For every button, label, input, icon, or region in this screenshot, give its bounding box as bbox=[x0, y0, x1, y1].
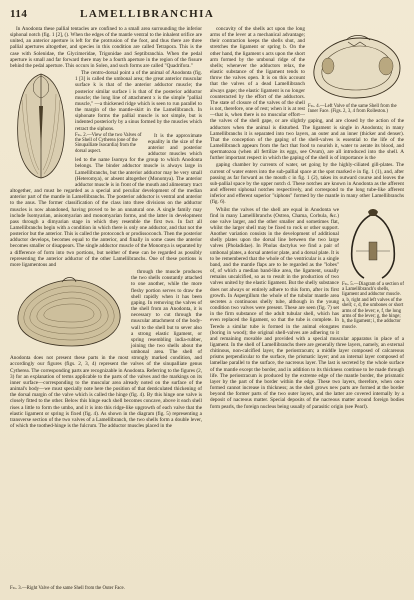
figure-2-caption-text: —View of the two Valves of the Shell of Cytherea (one of the Sinupalliate Isocardia) from the dorsal aspect. bbox=[75, 132, 142, 154]
figure-4-caption-text: —Left Valve of the same Shell from the Inner Face. (Figs. 2, 3, 4 from Rolleston.) bbox=[308, 104, 397, 115]
paragraph: concavity of the shells act upon the long arms of the lever at a mechanical advantage; their contraction keeps the shells shut, and stretches the ligament or spring b. On the other hand, the ligament s acts upon the short arm formed by the umbonal ridge of the shells; whenever the adductors relax, the elastic substance of the ligament tends to throw the valves open. It is on this account that the valves of a dead Lamellibranch always gape; the elastic ligament is no longer counteracted by the effort of the adductors. The state of closure of the valves of the shell is not, therefore, one of rest; when it is at rest—that is, when there is no muscular effort—the valves of the shell gape, or are slightly gaping, and are closed by the action of the adductors when the animal is disturbed. The ligament is single in Anodonta; in many Lamellibranchs it is separated into two layers, an outer and an inner (thicker and denser). That the conception of the gaping of the shell-valves is essential to the life of the Lamellibranch appears from the fact that food to nourish it, water to aerate its blood, and spermatozoa (when all fertilize its eggs, see Ovum), are all introduced into the shell. A further important respect in which the gaping of the shell is of importance is the bbox=[210, 26, 404, 162]
page-number: 114 bbox=[10, 8, 28, 20]
figure-5-caption bbox=[342, 282, 404, 331]
figure-5-number: Fig. 5. bbox=[342, 281, 354, 287]
figure-2-drawing bbox=[10, 70, 72, 182]
left-column bbox=[10, 26, 202, 592]
figure-3-number: Fig. 3. bbox=[10, 586, 22, 591]
figure-4-drawing bbox=[308, 30, 404, 104]
running-title: LAMELLIBRANCHIA bbox=[80, 8, 215, 20]
figure-3-caption-text: —Right Valve of the same Shell from the Outer Face. bbox=[21, 586, 125, 591]
figure-3 bbox=[10, 270, 128, 354]
figure-2-number: Fig. 2. bbox=[75, 132, 87, 138]
figure-5 bbox=[342, 208, 404, 331]
figure-3-caption bbox=[10, 586, 128, 591]
figure-2-caption bbox=[75, 133, 145, 155]
paragraph: gaping chamber by currents of water, set going by the highly-ciliated gill-plates. The current of water enters into the sub-pallial space at the spot marked e in fig. 1 (1), and, after passing as far forward as the mouth c in fig. 1 (2), takes its outward course and leaves the sub-pallial space by the upper notch d. These notches are known in Anodonta as the afferent and efferent siphonal notches respectively, and correspond to the long tube-like afferent inferior and efferent superior "siphons" formed by the mantle in many other Lamellibranchs (fig. 6). bbox=[210, 162, 404, 206]
figure-5-caption-text: —Diagram of a section of a Lamellibranch's shells, ligament and adductor muscle. a, b, right and left valves of the shell; c, d, the umbones or short arms of the lever; e, f, the long arms of the lever; g, the hinge; h, the ligament; i, the adductor muscle. bbox=[342, 281, 404, 330]
figure-2 bbox=[10, 70, 72, 182]
fig2-wrap bbox=[10, 70, 202, 132]
figure-5-drawing bbox=[342, 208, 404, 282]
figure-4 bbox=[308, 30, 404, 115]
figure-4-number: Fig. 4. bbox=[308, 104, 320, 109]
paragraph: It is the approximate equality in the size of the anterior and posterior adductor muscles which led to the name Isomya for the group to which Anodonta belongs. The binder adductor muscle is always large in Lamellibranchs, but the anterior adductor may be very small (Heteromya), or absent altogether (Monomya). The anterior adductor muscle is in front of the mouth and alimentary tract altogether, and must be regarded as a special and peculiar development of the median anterior part of the mantle in Lamellibranchs. The posterior adductor is ventral and anterior to the anus. The former classification of the class into three divisions on the adductor muscles is now abandoned, having proved to be an unnatural one. A single family may include Isomyarian, anisomyarian and monomyarian forms, and the latter in development pass through a dimyarian stage in which they resemble the first two. In fact all Lamellibranchs begin with a condition in which there is only one adductor, and that not the posterior but the anterior. This is called the protoconch or prodissoconch. Then the posterior adductor develops, becomes equal to the anterior, and finally in some cases the anterior becomes smaller or disappears. The single adductor muscle of the Monomya is separated by a difference of form into two portions, but neither of these can be regarded as possibly representing the anterior adductor of the other Lamellibranchs. One of these portions is more ligamentous and bbox=[10, 132, 202, 268]
paragraph: In Anodonta these pallial tentacles are confined to a small area surrounding the inferior siphonal notch (fig. 1 [2], (). When the edges of the mantle ventral to the inhalent orifice are united, an anterior aperture is left for the protrusion of the foot, and thus there are three pallial apertures altogether, and species in this condition are called Tetrapora. This is the case with Solenidae, the Glycimeridae, Trigonidae and Septibranchia. When the pedal aperture is small and far forward there may be a fourth aperture in the region of the fissure behind the pedal aperture. This occurs in Solen, and such forms are called "Quadrifora." bbox=[10, 26, 202, 69]
paragraph: Whilst the valves of the shell are equal in Anodonta we find in many Lamellibranchs (Ostrea, Chama, Corbula, &c.) one valve larger, and the other smaller and sometimes flat, whilst the larger shell may be fixed to rock or other support. Another variation consists in the development of additional shelly plates upon the dorsal line between the two large valves (Pholadidae). In Pholas dactylus we find a pair of umbonal plates, a dorsal anterior plate, and a dorsal plate. It is to be remembered that the whole of the ventricular is a single band, and the mantle flaps are to be regarded as the "lobes" of, of which a median band-like area, the ligament, usually remains uncalcified, so as to result in the production of two valves united by the elastic ligament. But the shelly substance does not always or entirely adhere to this form, after its first growth. In Aspergillum the whole of the tubular mantle area secretes a continuous shelly tube, although in the young condition two valves were present. These are seen (fig. 7) set in the firm substance of the adult tubular shell, which has even replaced the ligament, so that the tube is complete. In Teredo a similar tube is formed in the animal elongates (boring in wood); the original shell-valves are adhering to it and remaining movable and provided with a special muscular apparatus in place of a ligament. In the shell of Lamellibranchs there are generally three layers, namely, an external chitinous, non-calcified layer, the periostracum; a middle layer composed of calcareous prisms perpendicular to the surface, the prismatic layer; and an internal layer composed of lamellae parallel to the surface, the nacreous layer. The last is secreted by the whole surface of the mantle except the border, and in addition to its thickness continue to be made through life. The periostracum is produced by the extreme edge of the mantle border, the prismatic layer by the part of the border within the edge. These two layers, therefore, when once formed cannot increase in thickness; as the shell grows new parts are formed at the border beyond the former parts of the two outer layers, and the latter are covered internally by a deposit of nacreous matter. Special deposits of the nacreous matter around foreign bodies form pearls, the foreign nucleus being usually of parasitic origin (see Pearl). bbox=[210, 206, 404, 410]
right-column bbox=[210, 26, 404, 592]
running-head bbox=[10, 8, 404, 22]
figure-4-caption bbox=[308, 104, 404, 115]
paragraph: The centro-dorsal point a of the animal of Anodonta (fig. 1 [3] is called the umbonal area; the great anterior muscular surface k is that of the anterior adductor muscle; the posterior similar surface i is that of the posterior adductor muscle; the long line of attachment x is the simple "pallial muscle," —a thickened ridge which is seen to run parallel to the margin of the mantle-skirt in the Lamellibranch. In siphonate forms the pallial muscle is not simple, but is indented posteriorly by a sinus formed by the muscles which retract the siphons. bbox=[75, 70, 202, 132]
figure-3-drawing bbox=[10, 270, 128, 354]
paragraph: through the muscle produces the two shells constantly attached to one another, while the more fleshy portion serves to draw the shell rapidly when it has been gaping. In removing the valves of the shell from an Anodonta, it is necessary to cut through the muscular attachment of the body-wall to the shell but to sever also a strong elastic ligament, or spring resembling india-rubber, joining the two shells about the umbonal area. The shell of Anodonta does not present these parts in the most strongly marked condition, and accordingly our figures (figs. 2, 3, 4) represent the valves of the sinupalliate genus Cytherea. The corresponding parts are recognizable in Anodonta. Referring to the figures (2, 3) for an explanation of terms applicable to the parts of the valves and the markings on its inner surface—corresponding to the muscular area already noted on the surface of the animal's body—we must specially note here the position of that denticulated thickening of the dorsal margin of the valve which is called the hinge (fig. 4). By this hinge one valve is closely fitted to the other. Below this hinge each shell becomes concave, above it each shell rises a little to form the umbo, and it is into this ridge-like upgrowth of each valve that the elastic ligament or spring is fixed (fig. 4). As shown in the diagram (fig. 5) representing a transverse section of the two valves of a Lamellibranch, the two shells form a double lever, of which the toothed-hinge is the fulcrum. The adductor muscles placed in the bbox=[10, 269, 202, 429]
